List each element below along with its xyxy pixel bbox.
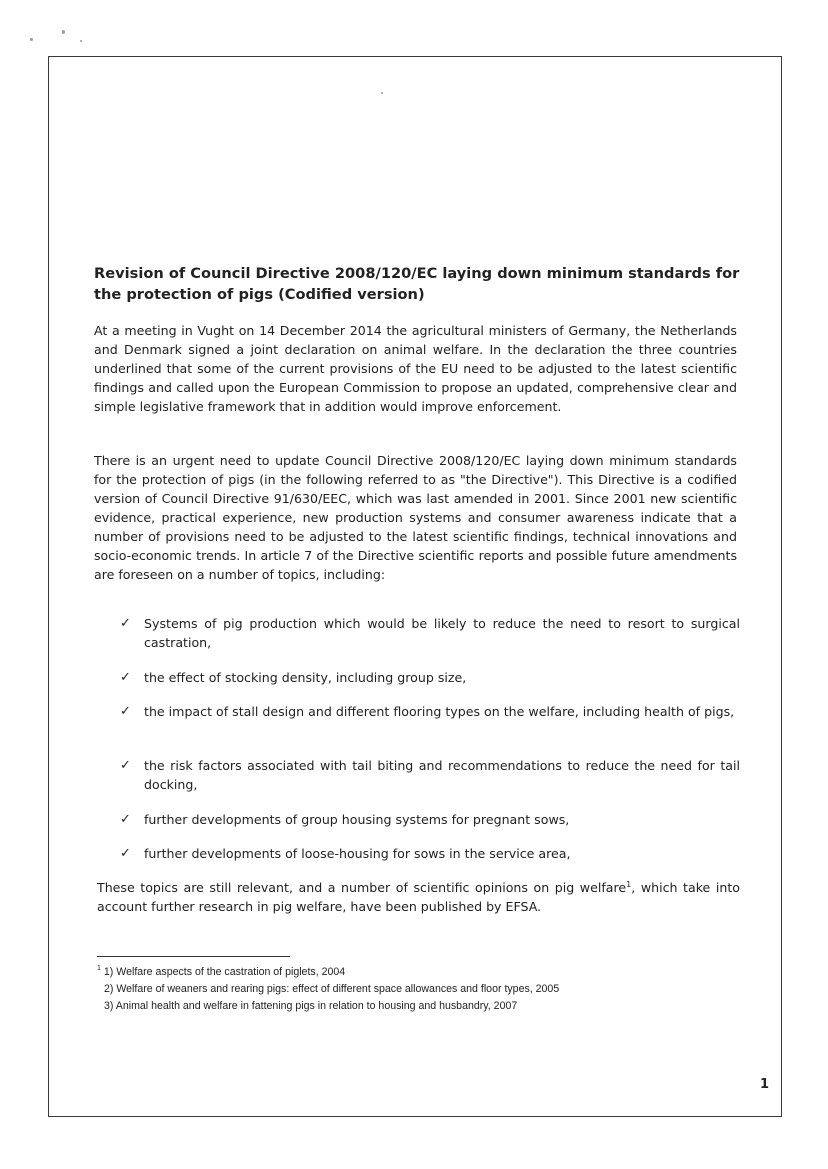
footnote-text: 1) Welfare aspects of the castration of piglets, 2004 [103, 966, 346, 978]
footnote-line [97, 998, 747, 1015]
paragraph-vught-declaration: At a meeting in Vught on 14 December 2014 the agricultural ministers of Germany, the Netherlands and Denmark signed a joint declaration on animal welfare. In the declaration the three countries underlined that some of the current provisions of the EU need to be adjusted to the latest scientific findings and called upon the European Commission to propose an updated, comprehensive clear and simple legislative framework that in addition would improve enforcement. [94, 323, 737, 414]
checkmark-icon: ✓ [120, 812, 131, 827]
footnote-reference: 1 [626, 879, 632, 889]
checkmark-icon: ✓ [120, 616, 131, 631]
list-item-text: further developments of loose-housing for sows in the service area, [144, 846, 571, 861]
scan-speck [30, 38, 33, 41]
list-item [118, 756, 740, 794]
list-item-text: Systems of pig production which would be likely to reduce the need to resort to surgical castration, [144, 616, 740, 650]
scan-speck [80, 40, 82, 42]
checkmark-icon: ✓ [120, 758, 131, 773]
list-item-text: the impact of stall design and different flooring types on the welfare, including health of pigs, [144, 704, 735, 719]
list-item [118, 614, 740, 652]
list-item [118, 702, 740, 721]
checkmark-icon: ✓ [120, 704, 131, 719]
footnote-text: 2) Welfare of weaners and rearing pigs: effect of different space allowances and floor types, 2005 [104, 983, 560, 995]
list-item [118, 844, 740, 863]
page-number: 1 [760, 1077, 770, 1092]
paragraph-text: , which take into account further research in pig welfare, have been published by EFSA. [97, 880, 740, 914]
footnotes [97, 964, 747, 1015]
paragraph-text: These topics are still relevant, and a number of scientific opinions on pig welfare [97, 880, 627, 895]
paragraph-efsa-opinions [97, 878, 740, 916]
list-item [118, 810, 740, 829]
checkmark-icon: ✓ [120, 846, 131, 861]
footnote-line [97, 964, 747, 981]
page-border [48, 56, 782, 1117]
list-item-text: the risk factors associated with tail biting and recommendations to reduce the need for tail docking, [144, 758, 740, 792]
checkmark-icon: ✓ [120, 670, 131, 685]
list-item-text: further developments of group housing systems for pregnant sows, [144, 812, 570, 827]
footnote-marker: 1 [97, 965, 101, 973]
scan-speck [62, 30, 65, 34]
footnote-line [97, 981, 747, 998]
list-item-text: the effect of stocking density, including group size, [144, 670, 467, 685]
footnote-separator [97, 956, 290, 957]
footnote-text: 3) Animal health and welfare in fattening pigs in relation to housing and husbandry, 2007 [104, 1000, 518, 1012]
document-title: Revision of Council Directive 2008/120/EC laying down minimum standards for the protection of pigs (Codified version) [94, 265, 740, 303]
list-item [118, 668, 740, 687]
paragraph-urgent-need: There is an urgent need to update Council Directive 2008/120/EC laying down minimum standards for the protection of pigs (in the following referred to as "the Directive"). This Directive is a codified version of Council Directive 91/630/EEC, which was last amended in 2001. Since 2001 new scientific evidence, practical experience, new production systems and consumer awareness indicate that a number of provisions need to be adjusted to the latest scientific findings, technical innovations and socio-economic trends. In article 7 of the Directive scientific reports and possible future amendments are foreseen on a number of topics, including: [94, 453, 737, 582]
